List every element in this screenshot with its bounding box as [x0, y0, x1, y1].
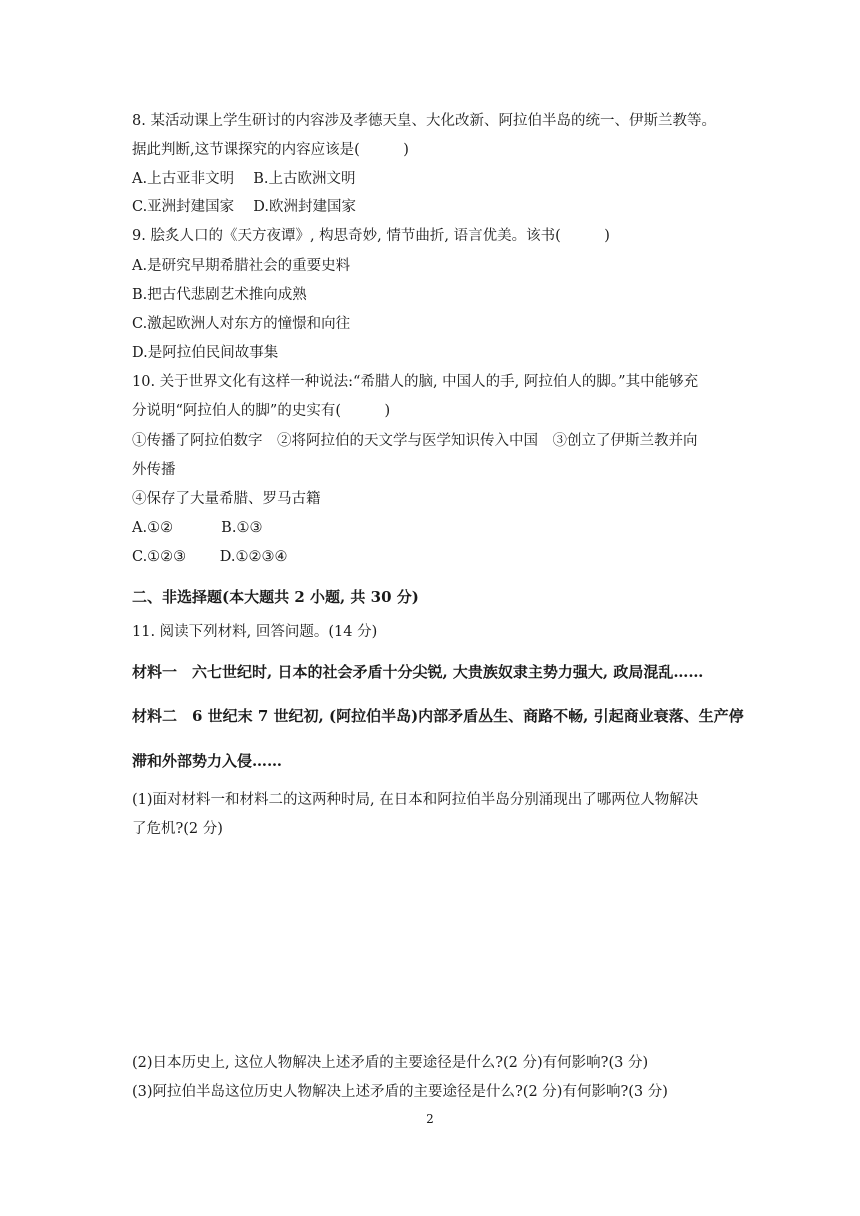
q10-items-line1: ①传播了阿拉伯数字 ②将阿拉伯的天文学与医学知识传入中国 ③创立了伊斯兰教并向	[132, 433, 698, 449]
q11-sub3: (3)阿拉伯半岛这位历史人物解决上述矛盾的主要途径是什么?(2 分)有何影响?(3 分)	[132, 1084, 668, 1100]
q10-items-line2: 外传播	[132, 462, 176, 478]
q10-items-line3: ④保存了大量希腊、罗马古籍	[132, 491, 321, 507]
q10-options-cd: C.①②③ D.①②③④	[132, 549, 288, 565]
q9-option-b: B.把古代悲剧艺术推向成熟	[132, 287, 307, 303]
q11-material-1: 材料一 六七世纪时, 日本的社会矛盾十分尖锐, 大贵族奴隶主势力强大, 政局混乱……	[132, 663, 704, 681]
q11-material-2-line1: 材料二 6 世纪末 7 世纪初, (阿拉伯半岛)内部矛盾丛生、商路不畅, 引起商业衰落、生产停	[132, 707, 744, 725]
q9-stem: 9. 脍炙人口的《天方夜谭》, 构思奇妙, 情节曲折, 语言优美。该书( )	[132, 228, 610, 244]
q11-sub2: (2)日本历史上, 这位人物解决上述矛盾的主要途径是什么?(2 分)有何影响?(3 分)	[132, 1055, 649, 1071]
q8-options-cd: C.亚洲封建国家 D.欧洲封建国家	[132, 199, 357, 215]
q11-material-2-line2: 滞和外部势力入侵……	[132, 752, 283, 770]
q11-stem: 11. 阅读下列材料, 回答问题。(14 分)	[132, 624, 378, 640]
section-heading: 二、非选择题(本大题共 2 小题, 共 30 分)	[132, 588, 419, 606]
q10-stem-line1: 10. 关于世界文化有这样一种说法:“希腊人的脑, 中国人的手, 阿拉伯人的脚。”其中能够充	[132, 374, 699, 390]
q9-option-d: D.是阿拉伯民间故事集	[132, 345, 279, 361]
q8-stem-line2: 据此判断,这节课探究的内容应该是( )	[132, 142, 409, 158]
q10-stem-line2: 分说明“阿拉伯人的脚”的史实有( )	[132, 403, 391, 419]
page-number: 2	[426, 1112, 434, 1126]
q11-sub1-line1: (1)面对材料一和材料二的这两种时局, 在日本和阿拉伯半岛分别涌现出了哪两位人物解决	[132, 792, 699, 808]
q8-stem-line1: 8. 某活动课上学生研讨的内容涉及孝德天皇、大化改新、阿拉伯半岛的统一、伊斯兰教等。	[132, 113, 716, 129]
q8-options-ab: A.上古亚非文明 B.上古欧洲文明	[132, 171, 356, 187]
q10-options-ab: A.①② B.①③	[132, 520, 263, 536]
q9-option-a: A.是研究早期希腊社会的重要史料	[132, 258, 351, 274]
q11-sub1-line2: 了危机?(2 分)	[132, 821, 223, 837]
q9-option-c: C.激起欧洲人对东方的憧憬和向往	[132, 316, 351, 332]
